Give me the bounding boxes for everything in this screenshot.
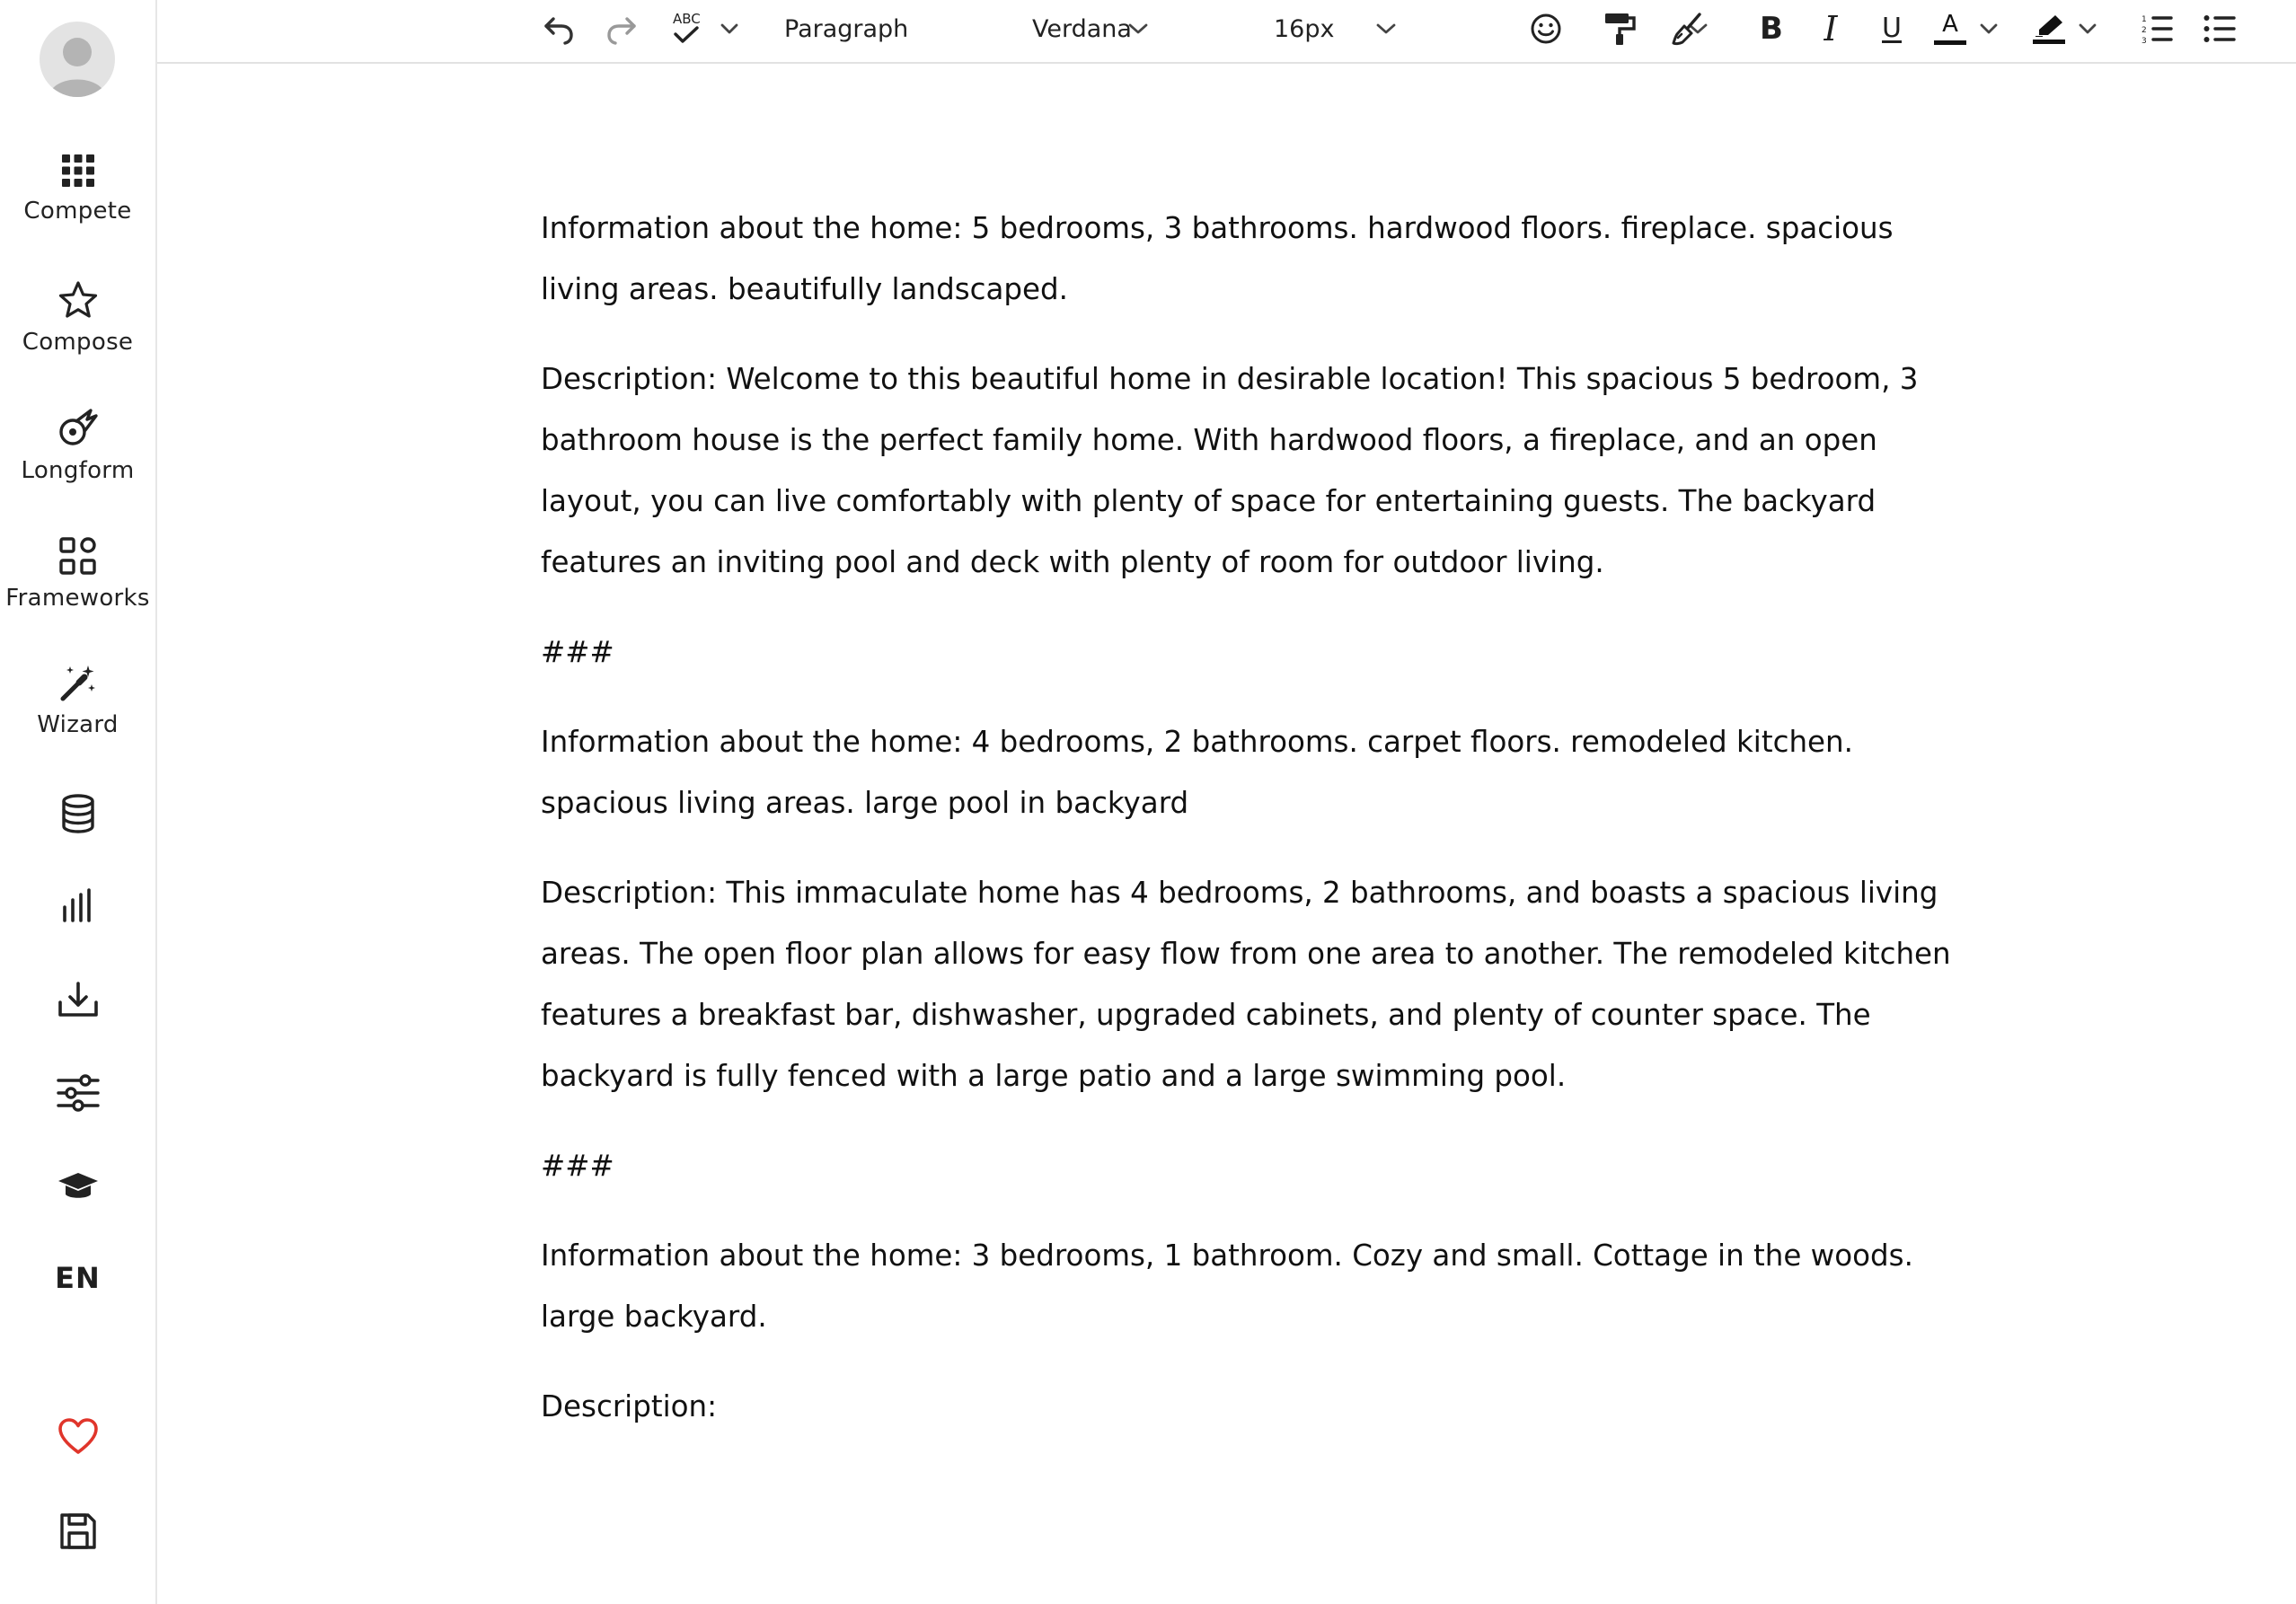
editor-paragraph[interactable]: ### — [541, 1149, 614, 1183]
sidebar-item-label: Longform — [21, 457, 135, 484]
svg-text:3: 3 — [2141, 37, 2147, 46]
sidebar-item-label: Compete — [23, 198, 132, 225]
bullet-list-icon — [2203, 12, 2237, 46]
editor-paragraph[interactable]: Description: Welcome to this beautiful home in desirable location! This spacious 5 bedroom, 3 bathroom house is the perfect family home. With hardwood floors, a fireplace, and an open layout, you can live comfortably with plenty of space for entertaining guests. The backyard features an inviting pool and deck with plenty of room for outdoor living. — [541, 362, 1919, 579]
editor-paragraph[interactable]: Description: This immaculate home has 4 bedrooms, 2 bathrooms, and boasts a spacious living areas. The open floor plan allows for easy flow from one area to another. The remodeled kitchen features a breakfast bar, dishwasher, upgraded cabinets, and plenty of counter space. The backyard is fully fenced with a large patio and a large swimming pool. — [541, 876, 1951, 1093]
spellcheck-button[interactable] — [671, 0, 752, 57]
sidebar-item-label: Frameworks — [5, 585, 150, 612]
paint-roller-icon — [1602, 11, 1638, 47]
sidebar-item-settings[interactable] — [0, 1074, 155, 1112]
numbered-list-icon — [2140, 12, 2174, 46]
sidebar-item-wizard[interactable] — [0, 663, 155, 738]
font-family-value: Verdana — [1032, 14, 1132, 43]
underline-icon: U — [1882, 13, 1902, 44]
bullet-list-button[interactable] — [2196, 0, 2243, 57]
brush-clear-icon — [1670, 11, 1706, 47]
text-color-button[interactable] — [1932, 0, 2013, 57]
italic-button[interactable] — [1808, 0, 1853, 57]
editor-paragraph[interactable]: Description: — [541, 1389, 718, 1423]
emoji-button[interactable] — [1517, 0, 1575, 57]
underline-button[interactable] — [1869, 0, 1914, 57]
sidebar-item-label: Compose — [22, 329, 134, 356]
undo-icon — [542, 12, 576, 46]
graduation-cap-icon — [57, 1170, 100, 1203]
editor-toolbar — [157, 0, 2296, 64]
language-selector[interactable] — [0, 1261, 155, 1295]
editor-paragraph[interactable]: ### — [541, 635, 614, 669]
bold-icon: B — [1760, 11, 1783, 47]
magic-wand-icon — [57, 663, 99, 702]
sidebar-item-frameworks[interactable] — [0, 536, 155, 612]
save-icon — [59, 1512, 97, 1550]
sidebar-item-label: Wizard — [37, 711, 119, 738]
heart-icon — [57, 1417, 99, 1455]
editor-paragraph[interactable]: Information about the home: 3 bedrooms, 1 bathroom. Cozy and small. Cottage in the woods. large backyard. — [541, 1238, 1913, 1334]
favorite-button[interactable] — [0, 1417, 155, 1455]
sidebar-item-compose[interactable] — [0, 280, 155, 356]
bold-button[interactable] — [1749, 0, 1794, 57]
rocket-icon — [57, 407, 100, 448]
svg-text:1: 1 — [2141, 15, 2147, 24]
spellcheck-glyph: ABC — [673, 11, 701, 27]
editor-paragraph[interactable]: Information about the home: 4 bedrooms, 2 bathrooms. carpet floors. remodeled kitchen. spacious living areas. large pool in backyard — [541, 725, 1853, 820]
sidebar-item-download[interactable] — [0, 981, 155, 1018]
sliders-icon — [57, 1074, 100, 1112]
database-icon — [60, 794, 96, 833]
format-painter-button[interactable] — [1591, 0, 1648, 57]
sidebar-item-longform[interactable] — [0, 407, 155, 484]
svg-text:2: 2 — [2141, 26, 2147, 35]
highlighter-icon — [2031, 13, 2067, 44]
user-icon — [40, 22, 115, 97]
language-label: EN — [55, 1261, 101, 1295]
clear-formatting-button[interactable] — [1659, 0, 1717, 57]
chevron-down-icon — [720, 22, 739, 35]
sidebar-item-compete[interactable] — [0, 153, 155, 225]
chevron-down-icon — [1979, 22, 1999, 35]
spellcheck-icon — [671, 9, 707, 48]
undo-button[interactable] — [532, 0, 586, 57]
sidebar-item-database[interactable] — [0, 794, 155, 833]
save-button[interactable] — [0, 1512, 155, 1550]
grid-icon — [60, 153, 96, 189]
frameworks-icon — [58, 536, 98, 576]
redo-icon — [605, 12, 639, 46]
italic-icon: I — [1824, 9, 1838, 48]
text-color-icon — [1932, 13, 1968, 45]
star-icon — [57, 280, 99, 320]
sidebar-item-analytics[interactable] — [0, 887, 155, 923]
block-format-value: Paragraph — [784, 14, 909, 43]
text-color-glyph: A — [1942, 11, 1958, 38]
emoji-icon — [1529, 12, 1563, 46]
avatar[interactable] — [40, 22, 115, 97]
numbered-list-button[interactable] — [2133, 0, 2180, 57]
sidebar-item-learn[interactable] — [0, 1170, 155, 1203]
download-icon — [57, 981, 99, 1018]
bar-chart-icon — [60, 887, 96, 923]
highlight-color-button[interactable] — [2031, 0, 2112, 57]
chevron-down-icon — [2078, 22, 2097, 35]
sidebar — [0, 0, 157, 1604]
font-size-value: 16px — [1274, 14, 1335, 43]
redo-button[interactable] — [595, 0, 649, 57]
editor-paragraph[interactable]: Information about the home: 5 bedrooms, 3 bathrooms. hardwood floors. fireplace. spacious living areas. beautifully landscaped. — [541, 211, 1894, 306]
text-editor[interactable] — [541, 198, 1978, 1466]
